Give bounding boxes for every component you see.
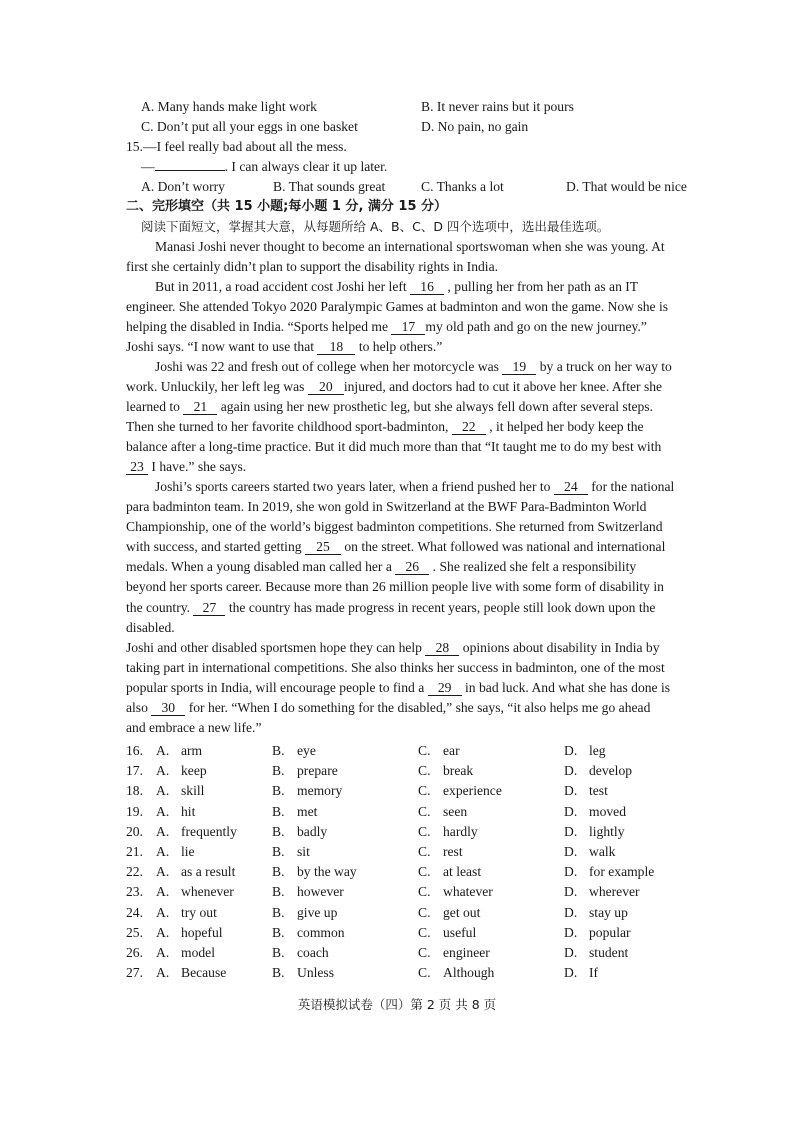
text: by a truck on her way to bbox=[536, 359, 672, 374]
question-number: 24. bbox=[126, 904, 143, 920]
q15-dialogue-line bbox=[141, 158, 387, 176]
blank-27: 27 bbox=[193, 600, 225, 616]
question-number: 21. bbox=[126, 844, 143, 859]
text: popular sports in India, will encourage people to find a bbox=[126, 680, 428, 695]
option-text: experience bbox=[443, 783, 502, 799]
option-letter: A. bbox=[156, 763, 170, 779]
section-instruction: 阅读下面短文，掌握其大意，从每题所给 A、B、C、D 四个选项中，选出最佳选项。 bbox=[141, 219, 610, 234]
question-number: 22. bbox=[126, 864, 143, 880]
text: I have.” she says. bbox=[148, 459, 247, 474]
option-text: useful bbox=[443, 924, 477, 940]
option-letter: B. bbox=[272, 783, 285, 799]
option-letter: B. bbox=[272, 884, 285, 900]
text: opinions about disability in India by bbox=[459, 640, 660, 655]
q15-option-d: D. That would be nice bbox=[566, 179, 687, 194]
text: for her. “When I do something for the disabled,” she says, “it also helps me go ahead bbox=[185, 700, 651, 715]
option-letter: A. bbox=[156, 803, 170, 819]
option-letter: A. bbox=[156, 743, 170, 758]
option-text: try out bbox=[181, 904, 217, 920]
text: Joshi’s sports careers started two years later, when a friend pushed her to bbox=[155, 479, 554, 494]
option-letter: D. bbox=[564, 924, 578, 940]
option-letter: C. bbox=[418, 763, 431, 779]
q15-option-c: C. Thanks a lot bbox=[421, 179, 504, 194]
option-letter: B. bbox=[272, 924, 285, 940]
text: on the street. What followed was national and international bbox=[340, 539, 666, 554]
passage-line bbox=[126, 639, 660, 657]
option-text: stay up bbox=[589, 904, 628, 920]
option-letter: B. bbox=[272, 864, 285, 880]
option-text: whatever bbox=[443, 884, 493, 900]
option-letter: D. bbox=[564, 823, 578, 839]
option-letter: D. bbox=[564, 864, 578, 880]
option-letter: B. bbox=[272, 763, 285, 779]
option-text: met bbox=[297, 803, 318, 819]
option-text: however bbox=[297, 884, 344, 900]
question-number: 20. bbox=[126, 823, 143, 839]
option-text: keep bbox=[181, 763, 207, 779]
blank-25: 25 bbox=[305, 539, 341, 555]
option-letter: C. bbox=[418, 904, 431, 920]
passage-line bbox=[126, 538, 665, 556]
passage-line bbox=[126, 378, 662, 396]
option-text: seen bbox=[443, 803, 468, 819]
text: the country has made progress in recent years, people still look down upon the bbox=[225, 600, 656, 615]
option-text: wherever bbox=[589, 884, 640, 900]
option-text: memory bbox=[297, 783, 343, 799]
option-text: by the way bbox=[297, 864, 357, 880]
option-text: walk bbox=[589, 844, 616, 859]
option-letter: B. bbox=[272, 743, 285, 758]
text: work. Unluckily, her left leg was bbox=[126, 379, 308, 394]
option-letter: B. bbox=[272, 803, 285, 819]
option-letter: C. bbox=[418, 884, 431, 900]
option-text: hardly bbox=[443, 823, 478, 839]
passage-line bbox=[155, 478, 674, 496]
text: . She realized she felt a responsibility bbox=[429, 559, 637, 574]
option-text: leg bbox=[589, 743, 606, 758]
option-letter: C. bbox=[418, 965, 431, 981]
blank-23: 23 bbox=[126, 459, 148, 475]
option-letter: C. bbox=[418, 945, 431, 960]
blank-29: 29 bbox=[428, 680, 462, 696]
option-text: sit bbox=[297, 844, 310, 859]
passage-line: first she certainly didn’t plan to support the disability rights in India. bbox=[126, 259, 499, 274]
question-number: 17. bbox=[126, 763, 143, 779]
text: Joshi was 22 and fresh out of college when her motorcycle was bbox=[155, 359, 503, 374]
option-text: student bbox=[589, 945, 629, 960]
text: in bad luck. And what she has done is bbox=[461, 680, 671, 695]
passage-line: para badminton team. In 2019, she won gold in Switzerland at the BWF Para-Badminton World bbox=[126, 499, 647, 514]
option-letter: A. bbox=[156, 924, 170, 940]
passage-line bbox=[126, 699, 650, 717]
option-letter: D. bbox=[564, 763, 578, 779]
passage-line bbox=[126, 599, 655, 617]
option-text: for example bbox=[589, 864, 655, 880]
option-text: break bbox=[443, 763, 474, 779]
question-number: 19. bbox=[126, 803, 143, 819]
passage-line: engineer. She attended Tokyo 2020 Paralympic Games at badminton and won the game. Now she is bbox=[126, 299, 669, 314]
text: for the national bbox=[587, 479, 675, 494]
question-number: 25. bbox=[126, 924, 143, 940]
text: learned to bbox=[126, 399, 184, 414]
option-text: coach bbox=[297, 945, 329, 960]
option-text: Because bbox=[181, 965, 227, 981]
q14-option-c: C. Don’t put all your eggs in one basket bbox=[141, 119, 358, 134]
option-text: common bbox=[297, 924, 345, 940]
passage-line bbox=[126, 318, 647, 336]
q14-option-d: D. No pain, no gain bbox=[421, 119, 529, 134]
question-number: 27. bbox=[126, 965, 143, 981]
text: , pulling her from her path as an IT bbox=[444, 279, 639, 294]
text: Joshi says. “I now want to use that bbox=[126, 339, 318, 354]
option-text: develop bbox=[589, 763, 633, 779]
blank-16: 16 bbox=[410, 279, 444, 295]
passage-line: Championship, one of the world’s biggest badminton competitions. She returned from Switzerland bbox=[126, 519, 663, 534]
option-letter: C. bbox=[418, 864, 431, 880]
blank-18: 18 bbox=[317, 339, 355, 355]
option-letter: A. bbox=[156, 904, 170, 920]
passage-line: and embrace a new life.” bbox=[126, 720, 262, 735]
text: again using her new prosthetic leg, but she always fell down after several steps. bbox=[217, 399, 653, 414]
blank-30: 30 bbox=[151, 700, 185, 716]
option-letter: D. bbox=[564, 844, 578, 859]
question-number: 18. bbox=[126, 783, 143, 799]
passage-line: taking part in international competitions. She also thinks her success in badminton, one of the most bbox=[126, 660, 665, 675]
text: helping the disabled in India. “Sports helped me bbox=[126, 319, 392, 334]
text: Joshi and other disabled sportsmen hope they can help bbox=[126, 640, 426, 655]
passage-line: balance after a long-time practice. But it did much more than that “It taught me to do my best with bbox=[126, 439, 662, 454]
passage-line bbox=[126, 558, 636, 576]
option-text: test bbox=[589, 783, 608, 799]
blank-17: 17 bbox=[391, 319, 425, 335]
q15-option-b: B. That sounds great bbox=[273, 179, 386, 194]
option-letter: B. bbox=[272, 945, 285, 960]
passage-line bbox=[126, 338, 442, 356]
option-text: eye bbox=[297, 743, 316, 758]
option-letter: A. bbox=[156, 844, 170, 859]
option-text: badly bbox=[297, 823, 328, 839]
option-letter: B. bbox=[272, 823, 285, 839]
q15-dash: — bbox=[141, 159, 155, 174]
text: , it helped her body keep the bbox=[485, 419, 644, 434]
option-letter: D. bbox=[564, 803, 578, 819]
option-text: moved bbox=[589, 803, 626, 819]
option-text: model bbox=[181, 945, 215, 960]
option-letter: A. bbox=[156, 945, 170, 960]
q15-option-a: A. Don’t worry bbox=[141, 179, 225, 194]
option-text: frequently bbox=[181, 823, 237, 839]
blank-21: 21 bbox=[183, 399, 217, 415]
option-letter: A. bbox=[156, 884, 170, 900]
option-text: ear bbox=[443, 743, 460, 758]
text: Then she turned to her favorite childhood sport-badminton, bbox=[126, 419, 452, 434]
option-text: hopeful bbox=[181, 924, 223, 940]
option-text: skill bbox=[181, 783, 205, 799]
option-letter: D. bbox=[564, 884, 578, 900]
blank-26: 26 bbox=[395, 559, 429, 575]
option-text: as a result bbox=[181, 864, 236, 880]
option-letter: D. bbox=[564, 743, 578, 758]
text: with success, and started getting bbox=[126, 539, 305, 554]
option-letter: A. bbox=[156, 783, 170, 799]
text: medals. When a young disabled man called her a bbox=[126, 559, 396, 574]
option-text: lie bbox=[181, 844, 195, 859]
passage-line bbox=[126, 679, 670, 697]
passage-line bbox=[126, 458, 246, 476]
option-text: arm bbox=[181, 743, 203, 758]
text: But in 2011, a road accident cost Joshi her left bbox=[155, 279, 411, 294]
question-number: 16. bbox=[126, 743, 143, 758]
option-text: hit bbox=[181, 803, 196, 819]
option-letter: B. bbox=[272, 904, 285, 920]
question-number: 23. bbox=[126, 884, 143, 900]
text: the country. bbox=[126, 600, 194, 615]
option-text: engineer bbox=[443, 945, 490, 960]
text: to help others.” bbox=[355, 339, 443, 354]
option-text: at least bbox=[443, 864, 482, 880]
option-letter: C. bbox=[418, 924, 431, 940]
text: injured, and doctors had to cut it above her knee. After she bbox=[343, 379, 663, 394]
q14-option-a: A. Many hands make light work bbox=[141, 99, 317, 114]
passage-line: Manasi Joshi never thought to become an international sportswoman when she was young. At bbox=[155, 239, 665, 254]
option-text: get out bbox=[443, 904, 481, 920]
option-text: If bbox=[589, 965, 599, 981]
passage-line bbox=[126, 418, 644, 436]
blank-22: 22 bbox=[452, 419, 486, 435]
option-letter: D. bbox=[564, 965, 578, 981]
blank-20: 20 bbox=[308, 379, 344, 395]
option-letter: D. bbox=[564, 904, 578, 920]
option-letter: B. bbox=[272, 965, 285, 981]
page-footer: 英语模拟试卷（四）第 2 页 共 8 页 bbox=[297, 997, 497, 1012]
option-letter: A. bbox=[156, 864, 170, 880]
passage-line bbox=[126, 398, 653, 416]
option-letter: C. bbox=[418, 844, 431, 859]
q15-stem: 15.—I feel really bad about all the mess. bbox=[126, 139, 347, 154]
passage-line bbox=[155, 278, 638, 296]
option-text: whenever bbox=[181, 884, 234, 900]
passage-line bbox=[155, 358, 672, 376]
q15-rest: . I can always clear it up later. bbox=[224, 159, 388, 174]
option-text: prepare bbox=[297, 763, 338, 779]
option-text: lightly bbox=[589, 823, 625, 839]
option-letter: D. bbox=[564, 783, 578, 799]
option-text: popular bbox=[589, 924, 631, 940]
option-letter: C. bbox=[418, 743, 431, 758]
text: my old path and go on the new journey.” bbox=[425, 319, 647, 334]
option-text: Unless bbox=[297, 965, 335, 981]
blank-24: 24 bbox=[554, 479, 588, 495]
option-letter: A. bbox=[156, 965, 170, 981]
option-letter: B. bbox=[272, 844, 285, 859]
question-number: 26. bbox=[126, 945, 143, 960]
option-letter: C. bbox=[418, 803, 431, 819]
option-text: rest bbox=[443, 844, 463, 859]
passage-line: disabled. bbox=[126, 620, 175, 635]
blank-28: 28 bbox=[425, 640, 459, 656]
passage-line: beyond her sports career. Because more than 26 million people live with some form of disability in bbox=[126, 579, 664, 594]
option-letter: D. bbox=[564, 945, 578, 960]
blank-19: 19 bbox=[502, 359, 536, 375]
option-letter: C. bbox=[418, 783, 431, 799]
option-letter: A. bbox=[156, 823, 170, 839]
section-heading: 二、完形填空（共 15 小题;每小题 1 分, 满分 15 分） bbox=[126, 199, 448, 214]
option-letter: C. bbox=[418, 823, 431, 839]
q15-blank bbox=[155, 170, 225, 171]
option-text: give up bbox=[297, 904, 338, 920]
option-text: Although bbox=[443, 965, 495, 981]
text: also bbox=[126, 700, 152, 715]
q14-option-b: B. It never rains but it pours bbox=[421, 99, 574, 114]
